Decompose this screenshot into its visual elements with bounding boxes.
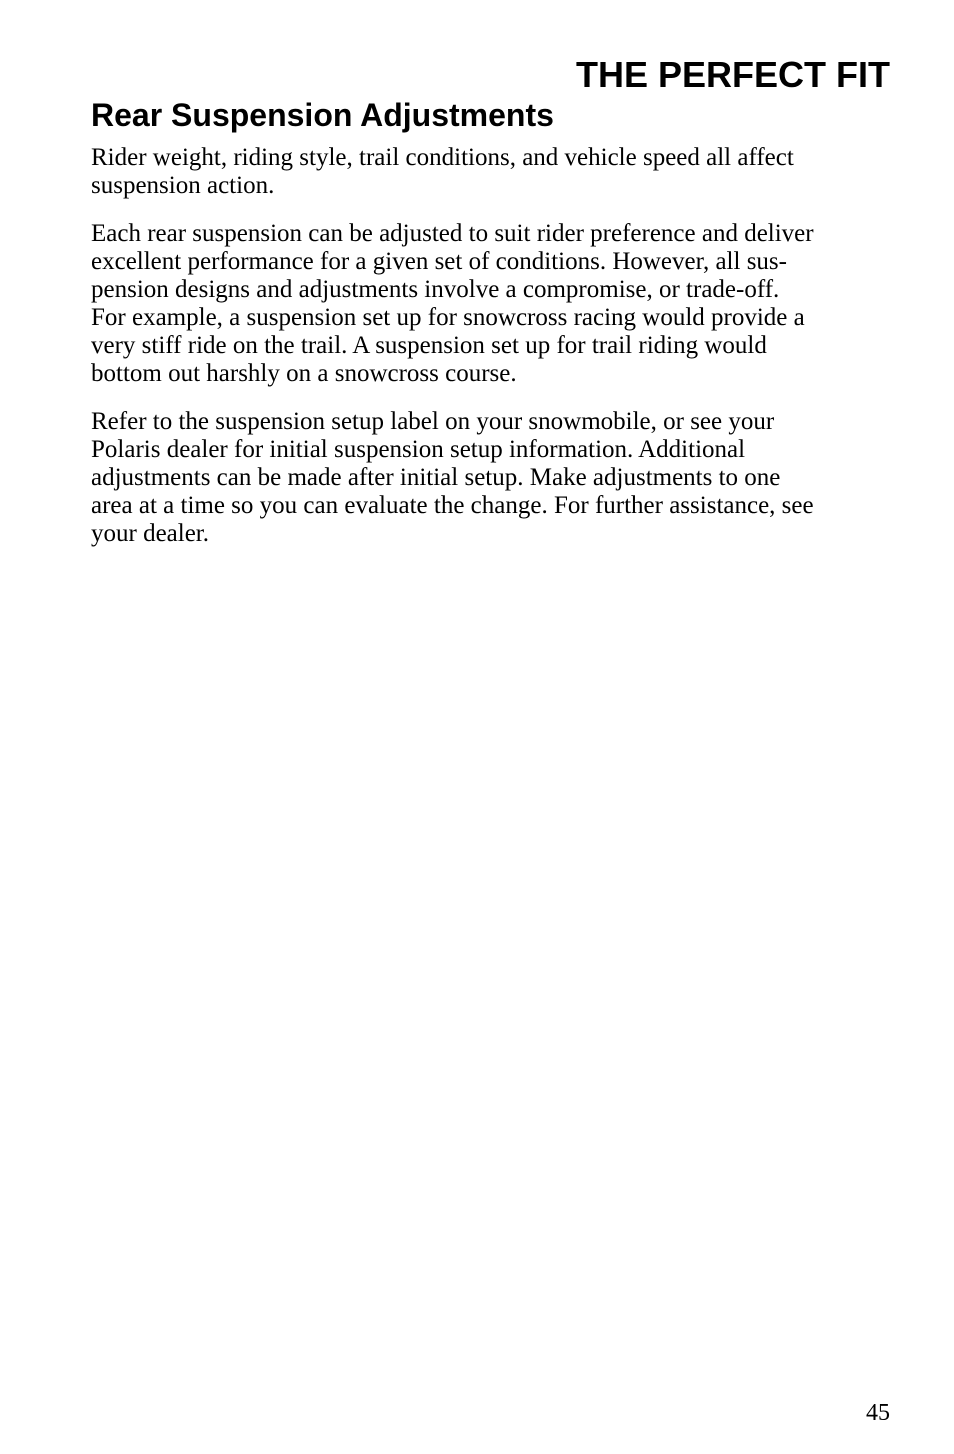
text-line: For example, a suspension set up for snowcross racing would provide a xyxy=(91,304,805,331)
paragraph-3 xyxy=(91,408,891,548)
text-line: area at a time so you can evaluate the change. For further assistance, see xyxy=(91,492,814,519)
text-line: adjustments can be made after initial setup. Make adjustments to one xyxy=(91,464,781,491)
body-text xyxy=(91,144,891,568)
text-line: very stiff ride on the trail. A suspension set up for trail riding would xyxy=(91,332,767,359)
paragraph-2 xyxy=(91,220,891,388)
section-heading: Rear Suspension Adjustments xyxy=(91,97,554,133)
text-line: suspension action. xyxy=(91,172,275,199)
paragraph-1 xyxy=(91,144,891,200)
chapter-title: THE PERFECT FIT xyxy=(576,54,890,95)
text-line: Each rear suspension can be adjusted to suit rider preference and deliver xyxy=(91,220,814,247)
page-number: 45 xyxy=(866,1400,890,1426)
text-line: bottom out harshly on a snowcross course. xyxy=(91,360,517,387)
text-line: Refer to the suspension setup label on your snowmobile, or see your xyxy=(91,408,775,435)
text-line: Rider weight, riding style, trail conditions, and vehicle speed all affect xyxy=(91,144,794,171)
text-line: your dealer. xyxy=(91,520,210,547)
text-line: Polaris dealer for initial suspension setup information. Additional xyxy=(91,436,746,463)
text-line: pension designs and adjustments involve a compromise, or trade-off. xyxy=(91,276,780,303)
text-line: excellent performance for a given set of conditions. However, all sus- xyxy=(91,248,787,275)
